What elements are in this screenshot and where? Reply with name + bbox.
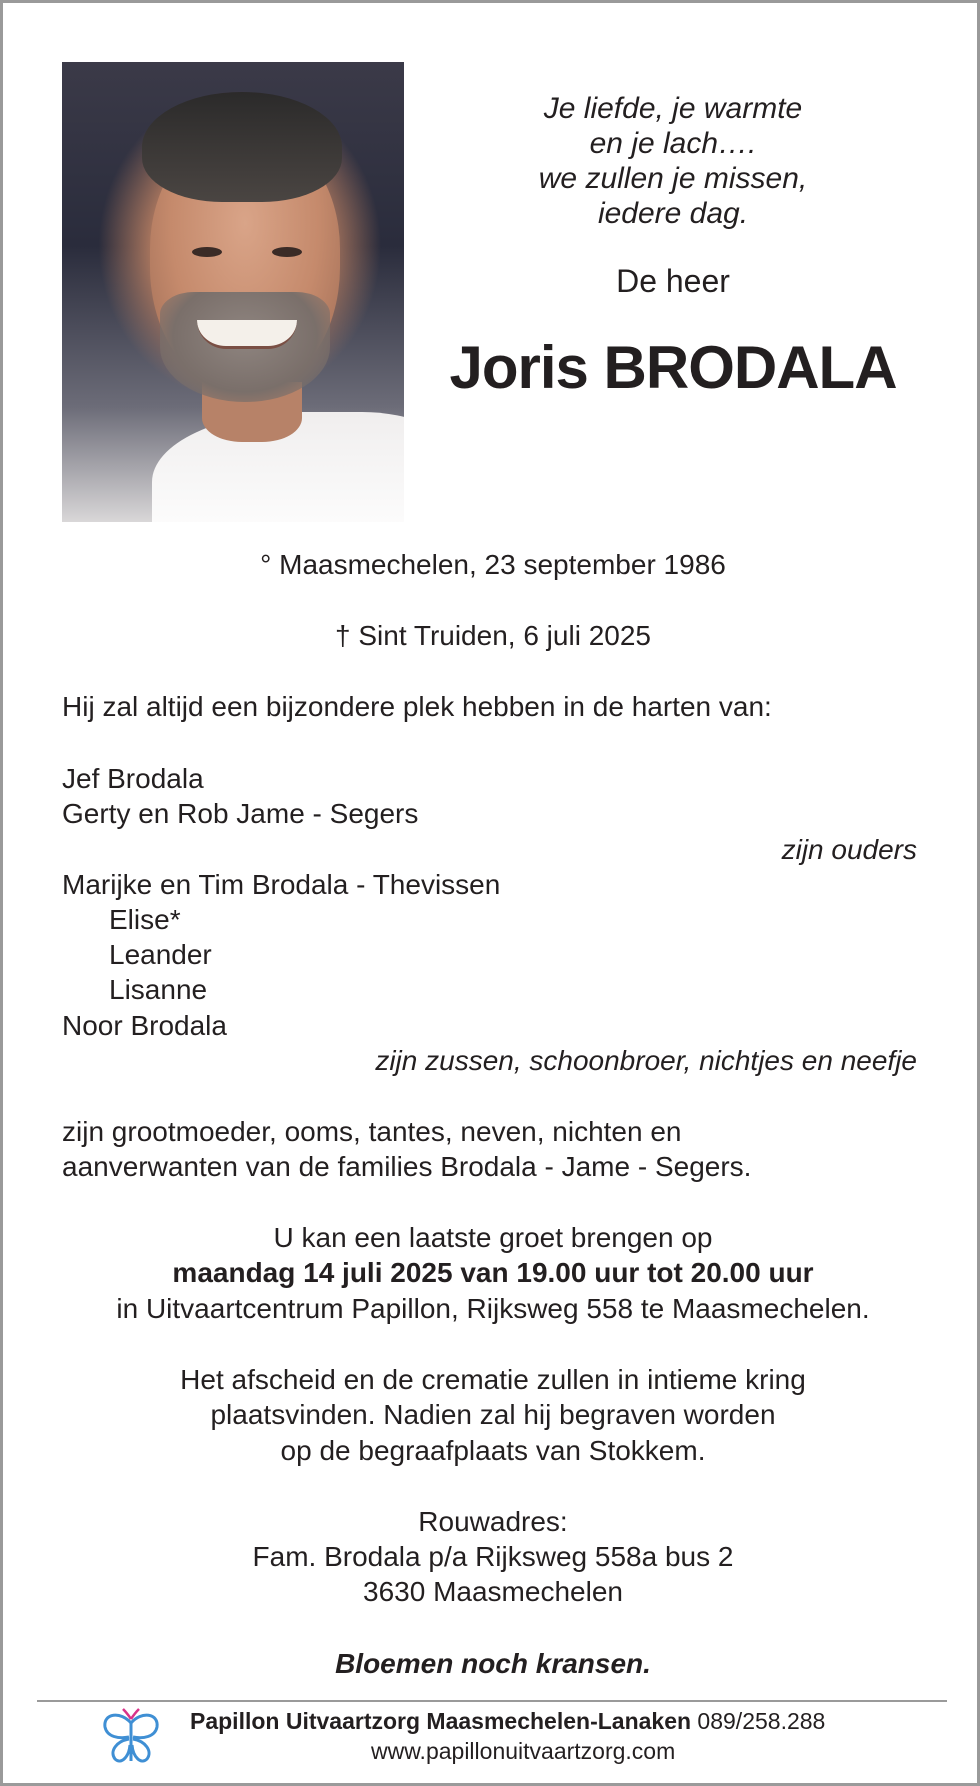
farewell-line: op de begraafplaats van Stokkem. [280, 1435, 706, 1466]
child-name: Lisanne [109, 974, 208, 1005]
funeral-home-website[interactable]: www.papillonuitvaartzorg.com [371, 1738, 676, 1764]
butterfly-logo-icon [99, 1705, 163, 1769]
visit-location: in Uitvaartcentrum Papillon, Rijksweg 558 te Maasmechelen. [116, 1293, 870, 1324]
funeral-home-phone: 089/258.288 [691, 1708, 826, 1734]
photo-eye-left [192, 247, 222, 257]
death-line: † Sint Truiden, 6 juli 2025 [335, 620, 651, 651]
others-line: zijn grootmoeder, ooms, tantes, neven, nichten en [62, 1116, 682, 1147]
child-name: Elise* [109, 904, 181, 935]
title-prefix: De heer [616, 263, 730, 299]
parent-name: Jef Brodala [62, 763, 204, 794]
sibling-name: Marijke en Tim Brodala - Thevissen [62, 869, 501, 900]
farewell-line: Het afscheid en de crematie zullen in intieme kring [180, 1364, 806, 1395]
portrait-photo [62, 62, 404, 522]
sibling-name: Noor Brodala [62, 1010, 227, 1041]
address-line: Fam. Brodala p/a Rijksweg 558a bus 2 [252, 1541, 734, 1572]
deceased-name: Joris BRODALA [449, 334, 897, 401]
visit-line: U kan een laatste groet brengen op [273, 1222, 713, 1253]
address-label: Rouwadres: [418, 1506, 568, 1537]
funeral-home-name: Papillon Uitvaartzorg Maasmechelen-Lanaken [190, 1708, 692, 1734]
poem-line: iedere dag. [597, 197, 749, 230]
photo-hair [142, 92, 342, 202]
address-line: 3630 Maasmechelen [363, 1576, 623, 1607]
poem [473, 91, 873, 231]
photo-smile [197, 320, 297, 349]
farewell-line: plaatsvinden. Nadien zal hij begraven worden [210, 1399, 776, 1430]
intro-line: Hij zal altijd een bijzondere plek hebben in de harten van: [62, 691, 772, 722]
child-name: Leander [109, 939, 212, 970]
poem-line: Je liefde, je warmte [543, 92, 803, 125]
parents-label: zijn ouders [781, 834, 917, 865]
footer-divider [37, 1700, 947, 1702]
birth-line: ° Maasmechelen, 23 september 1986 [260, 549, 726, 580]
poem-line: we zullen je missen, [538, 162, 808, 195]
parent-name: Gerty en Rob Jame - Segers [62, 798, 419, 829]
siblings-label: zijn zussen, schoonbroer, nichtjes en neefje [375, 1045, 917, 1076]
photo-eye-right [272, 247, 302, 257]
funeral-home-line [190, 1708, 825, 1735]
visit-datetime: maandag 14 juli 2025 van 19.00 uur tot 20.00 uur [172, 1257, 814, 1288]
poem-line: en je lach…. [589, 127, 757, 160]
flowers-note: Bloemen noch kransen. [335, 1648, 651, 1679]
others-line: aanverwanten van de families Brodala - Jame - Segers. [62, 1151, 752, 1182]
